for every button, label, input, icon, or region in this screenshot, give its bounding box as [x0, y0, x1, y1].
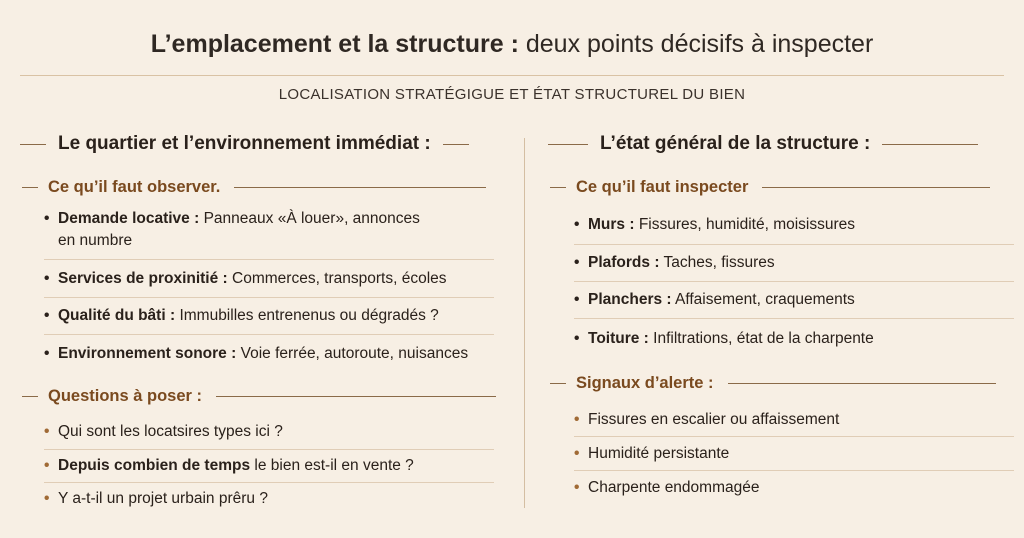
list-item: [44, 268, 504, 290]
item-text-cont: en numbre: [58, 232, 133, 249]
list-item: [44, 421, 504, 443]
row-divider: [44, 334, 494, 335]
title-bold: L’emplacement et la structure :: [150, 30, 519, 58]
alerts-heading: [550, 374, 996, 393]
left-heading-text: Le quartier et l’environnement immédiat :: [58, 133, 431, 154]
subheading-dash: [22, 187, 38, 188]
bullet-icon: •: [44, 270, 50, 287]
left-heading: [20, 133, 469, 155]
list-item: [574, 409, 1014, 431]
row-divider: [574, 281, 1014, 282]
questions-heading: [22, 387, 496, 406]
list-item: [574, 214, 1014, 236]
item-label: Plafords :: [588, 254, 660, 271]
bullet-icon: •: [574, 445, 580, 462]
row-divider: [44, 449, 494, 450]
item-label: Qualité du bâti :: [58, 307, 176, 324]
subheading-dash: [728, 383, 996, 384]
item-label: Demande locative :: [58, 210, 200, 227]
list-item: [574, 289, 1014, 311]
subheading-dash: [550, 187, 566, 188]
list-item: [574, 252, 1014, 274]
heading-dash: [548, 144, 588, 145]
item-text: Commerces, transports, écoles: [232, 270, 447, 287]
item-text: Qui sont les locatsires types ici ?: [58, 423, 283, 440]
title-normal: deux points décisifs à inspecter: [525, 30, 874, 58]
right-heading-text: L’état général de la structure :: [600, 133, 871, 154]
item-label: Services de proxinitié :: [58, 270, 228, 287]
page-title: [0, 30, 1024, 59]
row-divider: [574, 436, 1014, 437]
right-heading: [548, 133, 978, 155]
subheading-dash: [216, 396, 496, 397]
bullet-icon: •: [44, 307, 50, 324]
inspect-heading-text: Ce qu’il faut inspecter: [576, 178, 749, 196]
bullet-icon: •: [44, 457, 50, 474]
bullet-icon: •: [44, 490, 50, 507]
page-subtitle: LOCALISATION STRATÉGIGUE ET ÉTAT STRUCTUREL DU BIEN: [278, 86, 746, 103]
heading-dash: [882, 144, 978, 145]
bullet-icon: •: [44, 423, 50, 440]
item-text: Infiltrations, état de la charpente: [653, 330, 874, 347]
subheading-dash: [22, 396, 38, 397]
heading-dash: [20, 144, 46, 145]
bullet-icon: •: [574, 291, 580, 308]
item-text: Panneaux «À louer», annonces: [203, 210, 420, 227]
observe-heading: [22, 178, 486, 197]
item-text: Y a-t-il un projet urbain prêru ?: [58, 490, 268, 507]
item-label: Planchers :: [588, 291, 672, 308]
row-divider: [44, 297, 494, 298]
item-text: Voie ferrée, autoroute, nuisances: [240, 345, 469, 362]
alerts-heading-text: Signaux d’alerte :: [576, 374, 714, 392]
list-item: [44, 488, 504, 510]
subheading-dash: [550, 383, 566, 384]
item-text: Immubilles entrenenus ou dégradés ?: [179, 307, 439, 324]
item-label: Environnement sonore :: [58, 345, 237, 362]
item-label: Murs :: [588, 216, 635, 233]
item-text: Fissures, humidité, moisissures: [638, 216, 856, 233]
bullet-icon: •: [574, 479, 580, 496]
list-item: [44, 455, 504, 477]
item-label: Toiture :: [588, 330, 649, 347]
bullet-icon: •: [44, 345, 50, 362]
row-divider: [574, 318, 1014, 319]
title-divider: [20, 75, 1004, 76]
bullet-icon: •: [574, 330, 580, 347]
heading-dash: [443, 144, 469, 145]
bullet-icon: •: [574, 216, 580, 233]
row-divider: [44, 259, 494, 260]
row-divider: [44, 482, 494, 483]
subheading-dash: [762, 187, 990, 188]
bullet-icon: •: [44, 210, 50, 227]
item-text: Humidité persistante: [588, 445, 730, 462]
inspect-heading: [550, 178, 990, 197]
bullet-icon: •: [574, 254, 580, 271]
item-text: Fissures en escalier ou affaissement: [588, 411, 840, 428]
bullet-icon: •: [574, 411, 580, 428]
item-text: le bien est-il en vente ?: [254, 457, 414, 474]
row-divider: [574, 470, 1014, 471]
observe-heading-text: Ce qu’il faut observer.: [48, 178, 221, 196]
subheading-dash: [234, 187, 486, 188]
list-item: [574, 477, 1014, 499]
row-divider: [574, 244, 1014, 245]
item-text: Affaisement, craquements: [675, 291, 855, 308]
list-item: [574, 443, 1014, 465]
list-item: [574, 328, 1014, 350]
item-text: Taches, fissures: [663, 254, 775, 271]
list-item: [44, 343, 504, 365]
item-text: Charpente endommagée: [588, 479, 760, 496]
questions-heading-text: Questions à poser :: [48, 387, 203, 405]
list-item: [44, 208, 504, 252]
column-divider: [524, 138, 525, 508]
item-label: Depuis combien de temps: [58, 457, 251, 474]
list-item: [44, 305, 504, 327]
